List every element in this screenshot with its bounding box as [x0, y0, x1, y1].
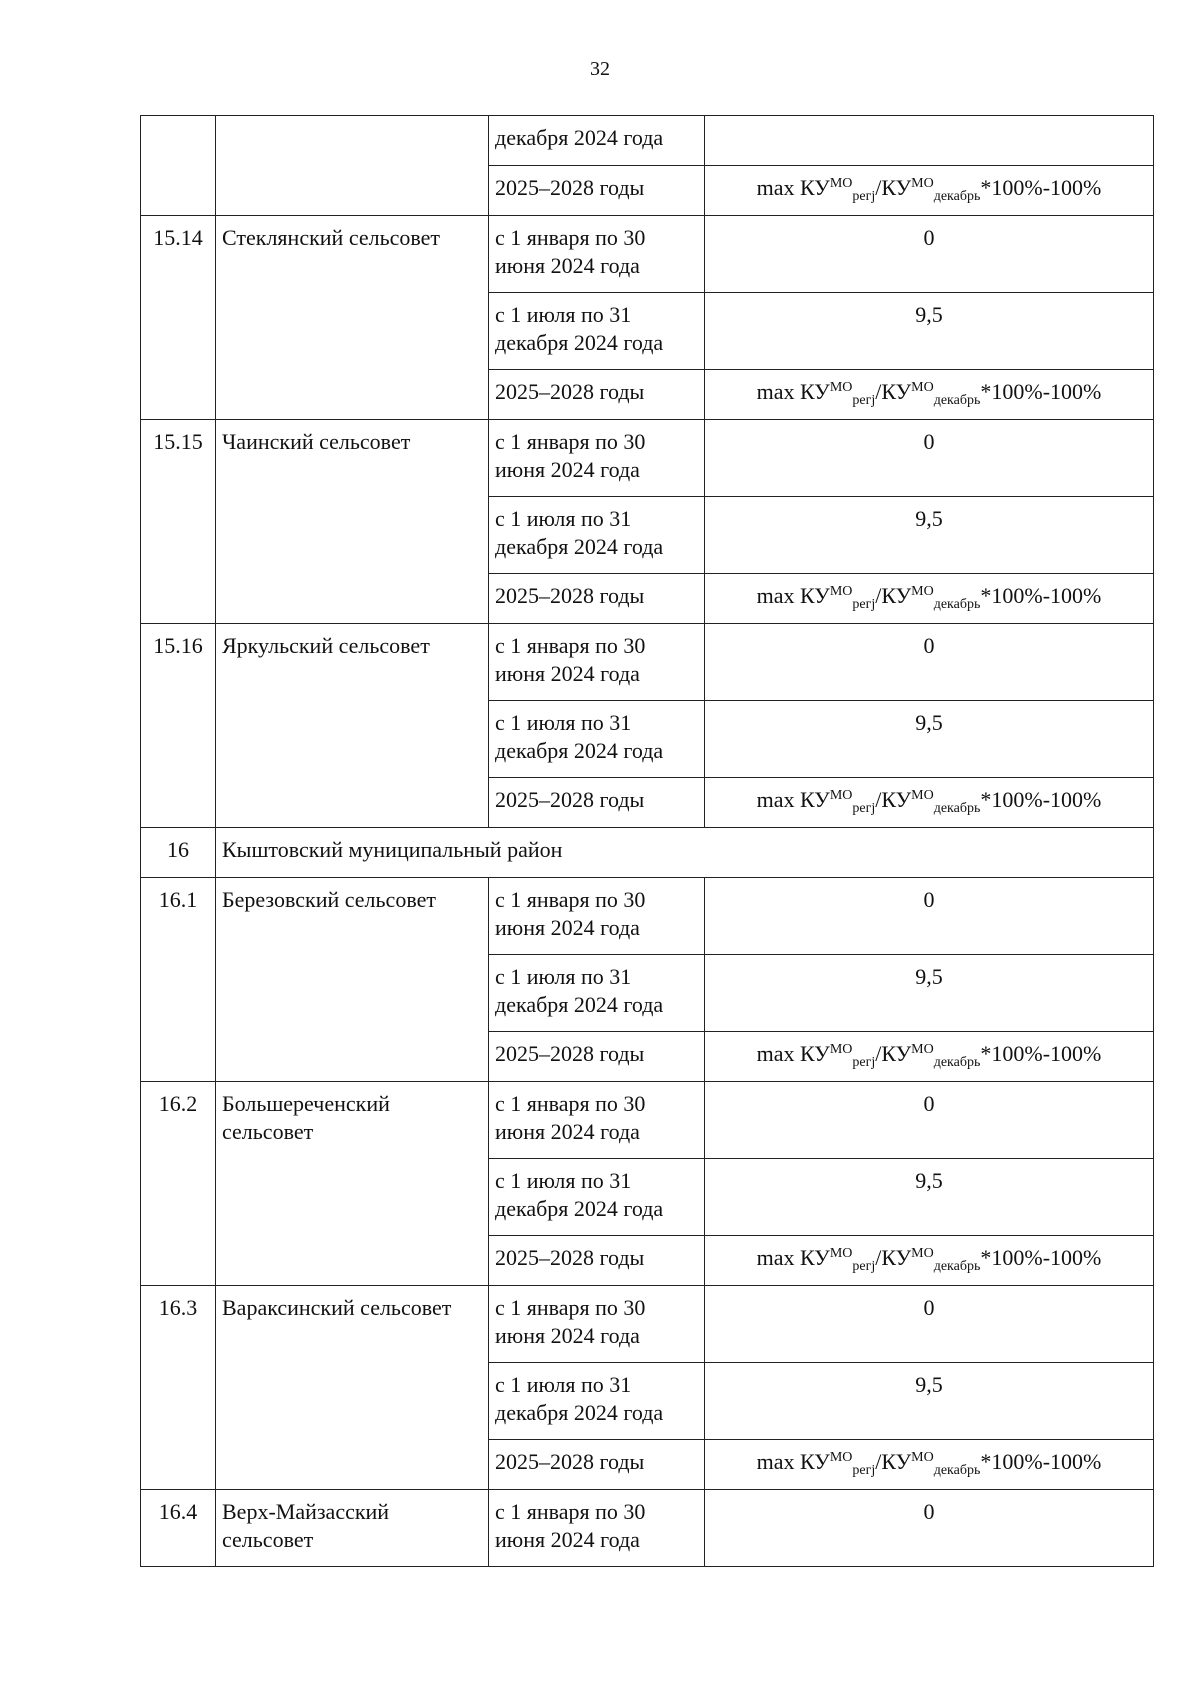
formula-cell: [705, 1440, 1154, 1490]
period-cell: с 1 июля по 31 декабря 2024 года: [489, 497, 705, 574]
page-number: 32: [590, 58, 610, 80]
district-number-cell: 16: [141, 828, 216, 878]
period-cell: с 1 июля по 31 декабря 2024 года: [489, 1363, 705, 1440]
name-cell: Стеклянский сельсовет: [216, 216, 489, 420]
period-cell: 2025–2028 годы: [489, 1236, 705, 1286]
coefficients-table: [140, 115, 1154, 1567]
number-cell: 16.3: [141, 1286, 216, 1490]
formula-cell: [705, 778, 1154, 828]
formula-text: $\max КУ^{МО}_{регj}/КУ^{МО}_{декабрь}*100\%-100\%$: [756, 379, 1102, 408]
number-cell: 15.15: [141, 420, 216, 624]
period-cell: с 1 января по 30 июня 2024 года: [489, 878, 705, 955]
table-row: [141, 878, 1154, 955]
table-row: [141, 1286, 1154, 1363]
table-row: [141, 116, 1154, 166]
formula-cell: [705, 1236, 1154, 1286]
period-cell: с 1 января по 30 июня 2024 года: [489, 1490, 705, 1567]
period-cell: с 1 января по 30 июня 2024 года: [489, 216, 705, 293]
period-cell: 2025–2028 годы: [489, 1440, 705, 1490]
district-name-cell: Кыштовский муниципальный район: [216, 828, 1154, 878]
formula-text: $\max КУ^{МО}_{регj}/КУ^{МО}_{декабрь}*100\%-100\%$: [756, 787, 1102, 816]
value-cell: 0: [705, 216, 1154, 293]
period-cell: 2025–2028 годы: [489, 166, 705, 216]
period-cell: с 1 января по 30 июня 2024 года: [489, 624, 705, 701]
formula-text: $\max КУ^{МО}_{регj}/КУ^{МО}_{декабрь}*100\%-100\%$: [756, 1449, 1102, 1478]
value-cell: 0: [705, 1082, 1154, 1159]
period-cell: с 1 января по 30 июня 2024 года: [489, 420, 705, 497]
formula-cell: [705, 370, 1154, 420]
value-cell: 9,5: [705, 1363, 1154, 1440]
table-row: [141, 216, 1154, 293]
value-cell: 0: [705, 420, 1154, 497]
value-cell: [705, 116, 1154, 166]
period-cell: 2025–2028 годы: [489, 574, 705, 624]
name-cell: Чаинский сельсовет: [216, 420, 489, 624]
formula-text: $\max КУ^{МО}_{регj}/КУ^{МО}_{декабрь}*100\%-100\%$: [756, 1245, 1102, 1274]
formula-text: $\max КУ^{МО}_{регj}/КУ^{МО}_{декабрь}*100\%-100\%$: [756, 583, 1102, 612]
value-cell: 0: [705, 878, 1154, 955]
name-cell: Вараксинский сельсовет: [216, 1286, 489, 1490]
period-cell: 2025–2028 годы: [489, 1032, 705, 1082]
table-row: [141, 1082, 1154, 1159]
value-cell: 9,5: [705, 293, 1154, 370]
period-cell: 2025–2028 годы: [489, 370, 705, 420]
table-row: [141, 624, 1154, 701]
value-cell: 9,5: [705, 955, 1154, 1032]
number-cell: 16.4: [141, 1490, 216, 1567]
period-cell: с 1 июля по 31 декабря 2024 года: [489, 701, 705, 778]
period-cell: с 1 июля по 31 декабря 2024 года: [489, 955, 705, 1032]
period-cell: с 1 января по 30 июня 2024 года: [489, 1286, 705, 1363]
name-cell: Березовский сельсовет: [216, 878, 489, 1082]
period-cell: 2025–2028 годы: [489, 778, 705, 828]
formula-cell: [705, 1032, 1154, 1082]
name-cell: Верх-Майзасский сельсовет: [216, 1490, 489, 1567]
district-row: [141, 828, 1154, 878]
period-cell: с 1 июля по 31 декабря 2024 года: [489, 1159, 705, 1236]
table-row: [141, 420, 1154, 497]
number-cell: 15.16: [141, 624, 216, 828]
period-cell: с 1 июля по 31 декабря 2024 года: [489, 293, 705, 370]
value-cell: 0: [705, 1286, 1154, 1363]
number-cell: 15.14: [141, 216, 216, 420]
formula-text: $\max КУ^{МО}_{регj}/КУ^{МО}_{декабрь}*100\%-100\%$: [756, 175, 1102, 204]
name-cell: [216, 116, 489, 216]
period-cell: декабря 2024 года: [489, 116, 705, 166]
value-cell: 9,5: [705, 1159, 1154, 1236]
formula-text: $\max КУ^{МО}_{регj}/КУ^{МО}_{декабрь}*100\%-100\%$: [756, 1041, 1102, 1070]
number-cell: 16.1: [141, 878, 216, 1082]
formula-cell: [705, 574, 1154, 624]
value-cell: 0: [705, 624, 1154, 701]
value-cell: 9,5: [705, 701, 1154, 778]
table-row: [141, 1490, 1154, 1567]
number-cell: 16.2: [141, 1082, 216, 1286]
value-cell: 0: [705, 1490, 1154, 1567]
value-cell: 9,5: [705, 497, 1154, 574]
number-cell: [141, 116, 216, 216]
name-cell: Большереченский сельсовет: [216, 1082, 489, 1286]
name-cell: Яркульский сельсовет: [216, 624, 489, 828]
period-cell: с 1 января по 30 июня 2024 года: [489, 1082, 705, 1159]
formula-cell: [705, 166, 1154, 216]
